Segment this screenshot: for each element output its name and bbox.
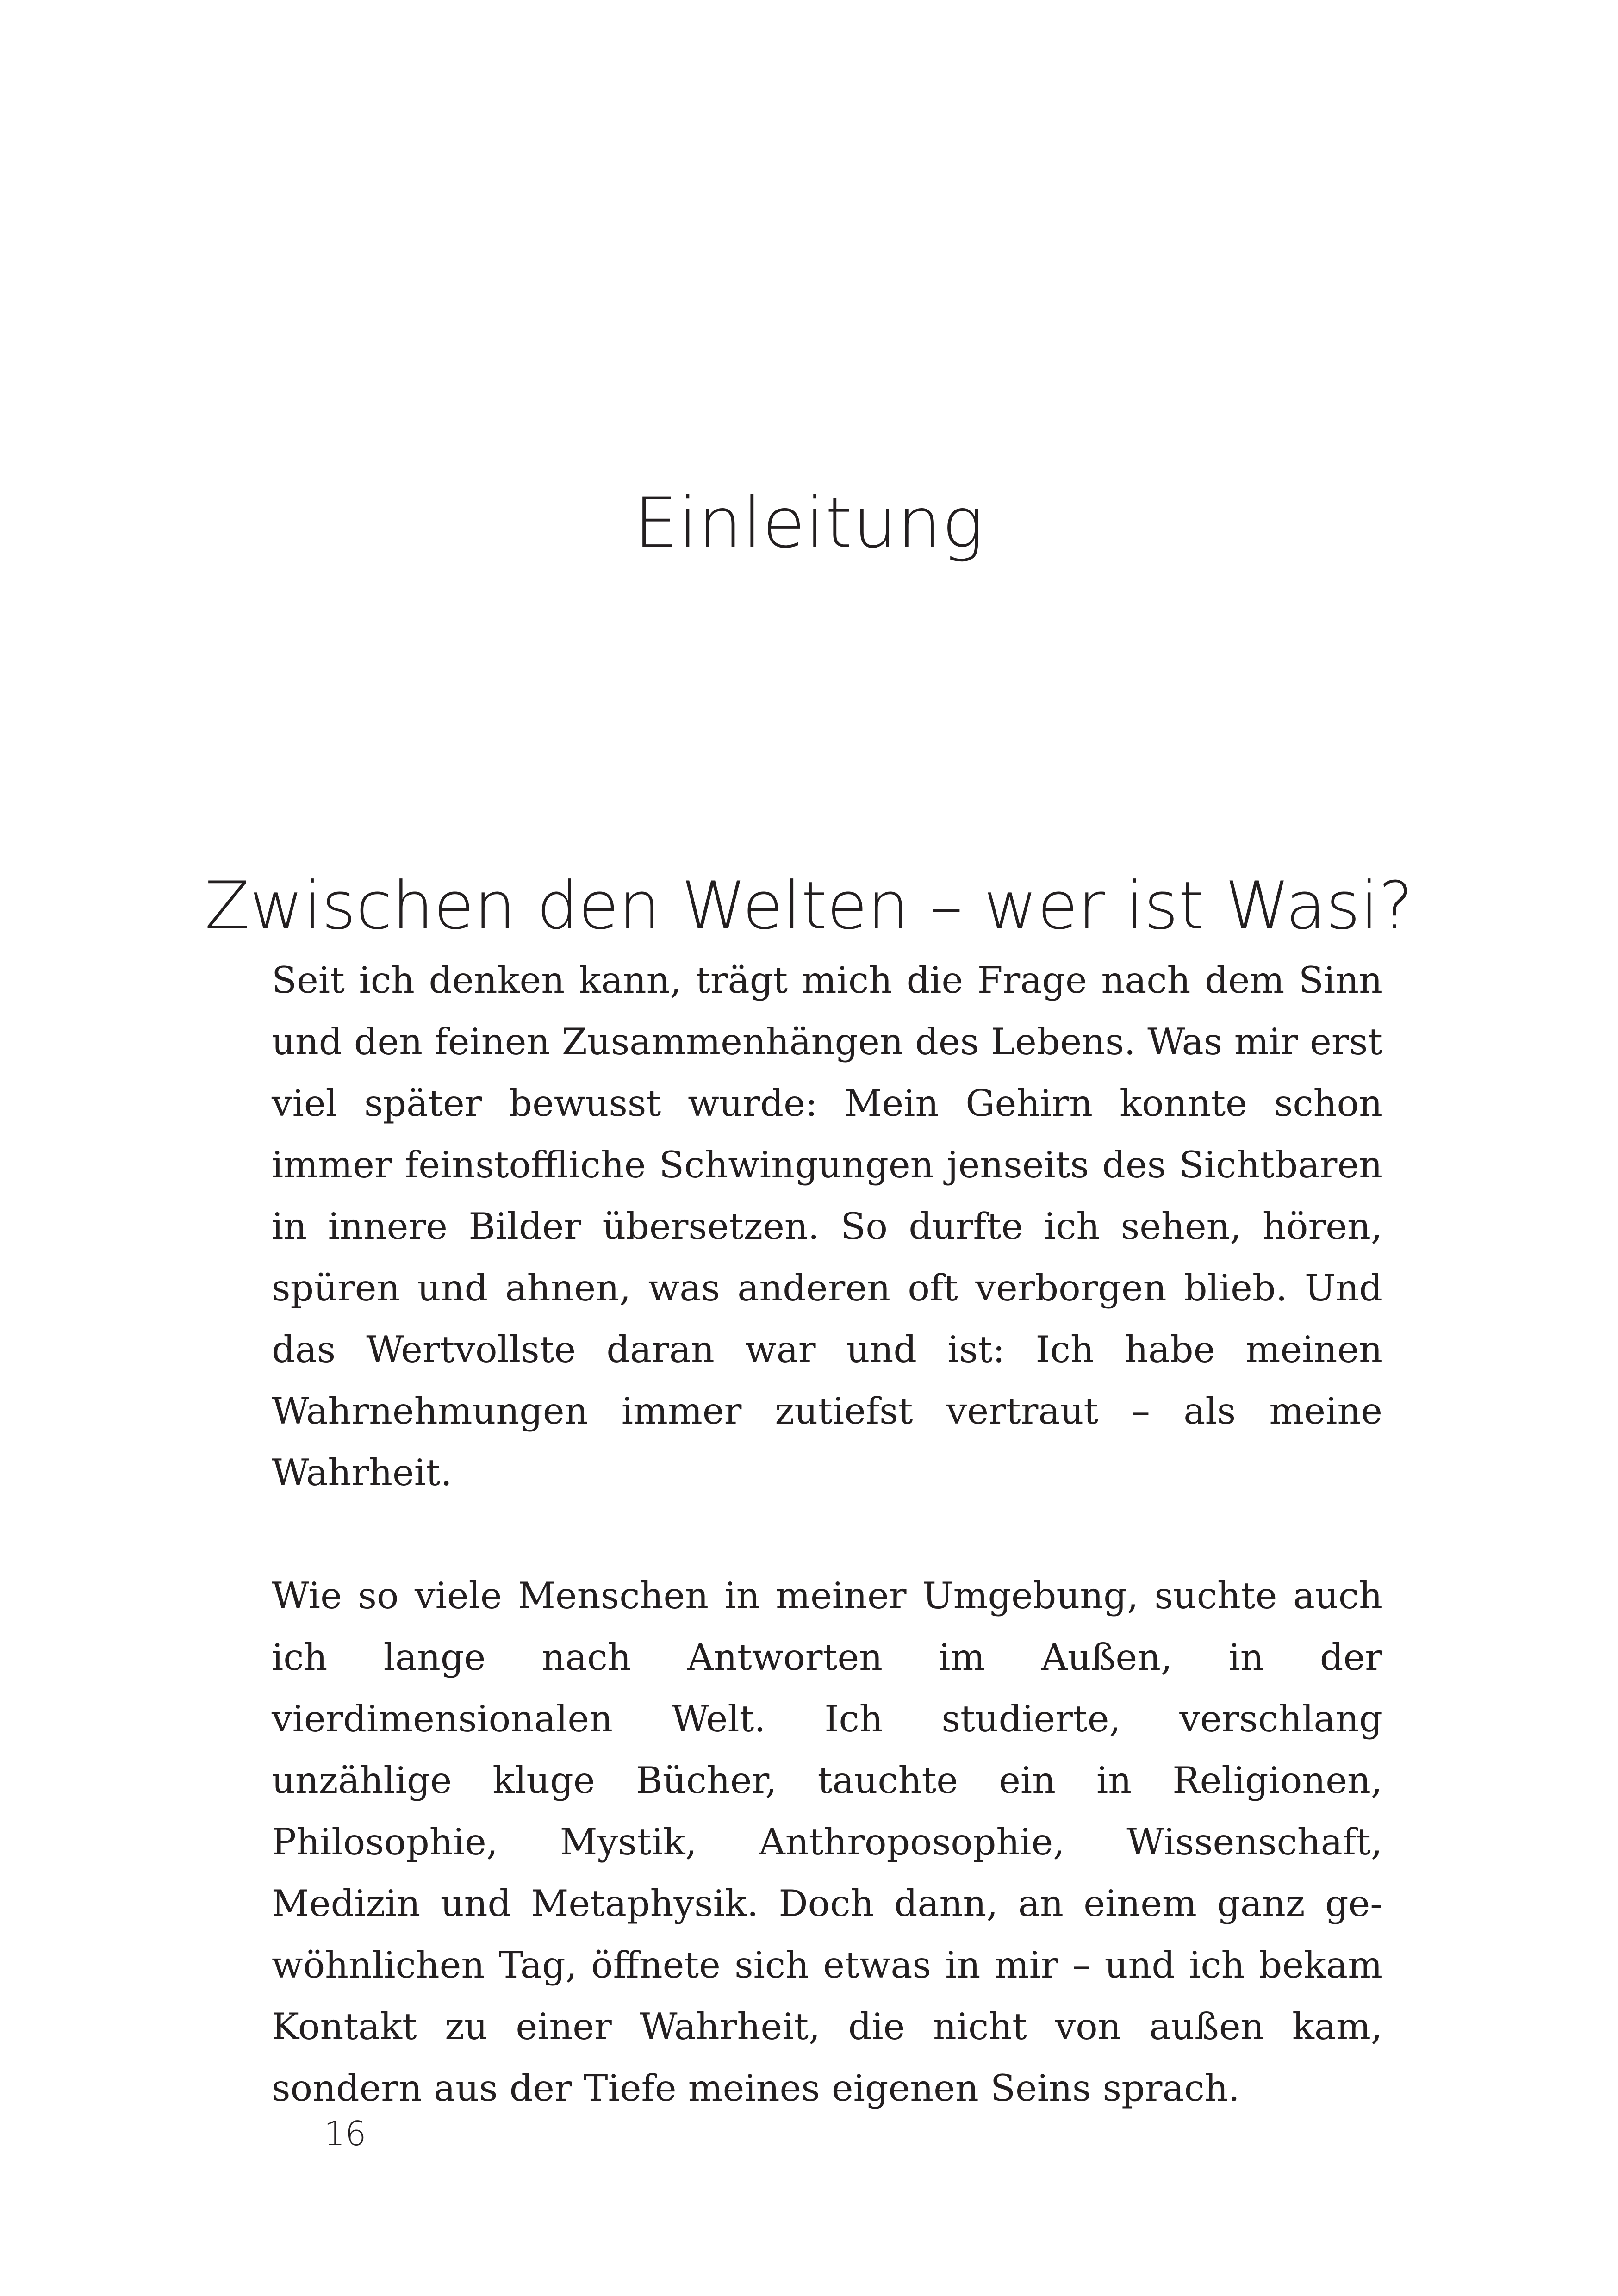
paragraph-1: Seit ich denken kann, trägt mich die Frage nach dem Sinn und den feinen Zusammenhängen des Lebens. Was mir erst viel später bewusst wurde: Mein Gehirn konnte schon immer feinstoffliche Schwingungen jenseits des Sichtbaren in innere Bilder übersetzen. So durfte ich sehen, hören, spüren und ahnen, was anderen oft verborgen blieb. Und das Wertvollste daran war und ist: Ich habe meinen Wahrnehmungen immer zutiefst vertraut – als meine Wahrheit. — [272, 959, 1382, 1494]
section-title: Zwischen den Welten – wer ist Wasi? — [205, 867, 1413, 944]
body-text — [272, 950, 1382, 2119]
chapter-title: Einleitung — [634, 483, 984, 564]
page-number: 16 — [324, 2114, 367, 2153]
paragraph-2: Wie so viele Menschen in meiner Umgebung, suchte auch ich lange nach Antworten im Außen, in der vierdimensionalen Welt. Ich studierte, verschlang unzählige kluge Bücher, tauchte ein in Religionen, Philosophie, Mystik, Anthroposophie, Wissenschaft, Medizin und Metaphysik. Doch dann, an einem ganz gewöhnlichen Tag, öffnete sich etwas in mir – und ich bekam Kontakt zu einer Wahrheit, die nicht von außen kam, sondern aus der Tiefe meines eigenen Seins sprach. — [272, 1574, 1382, 2109]
